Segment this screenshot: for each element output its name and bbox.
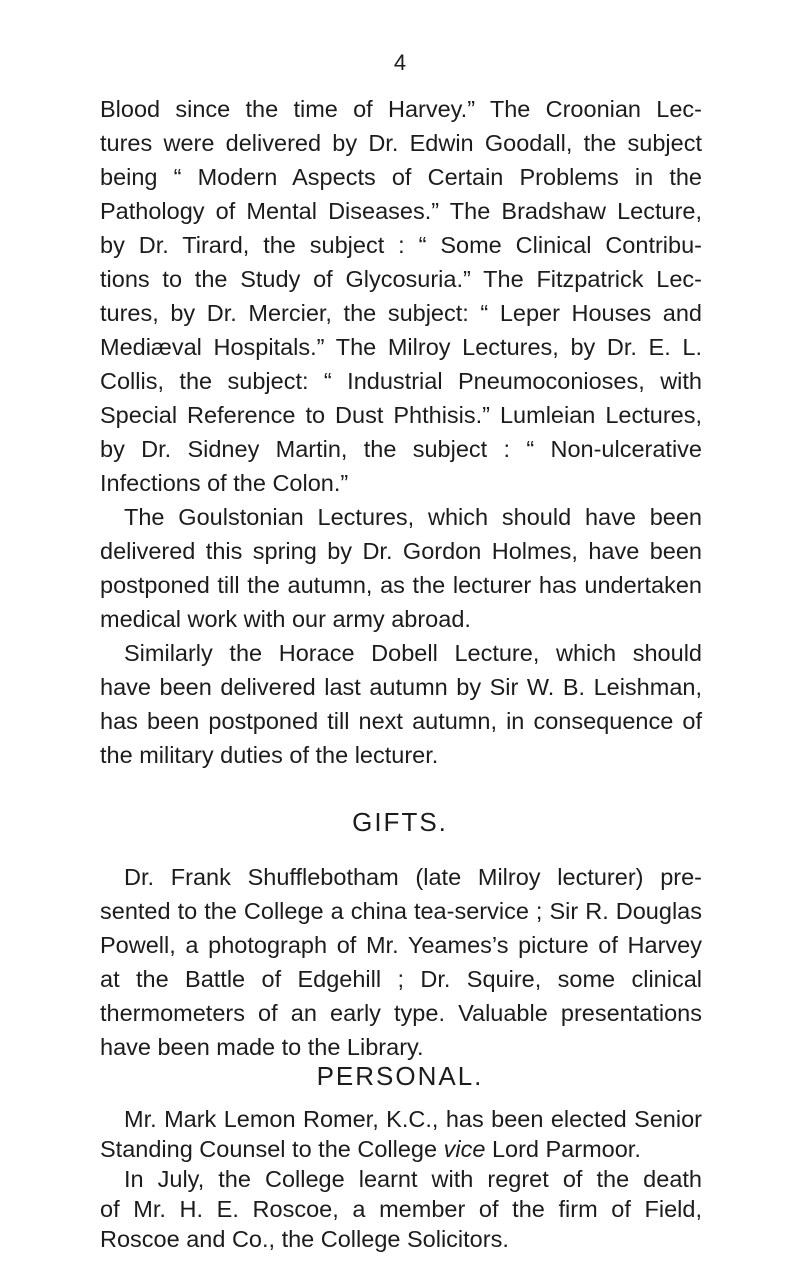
- paragraph-line: being “ Modern Aspects of Certain Problems in the: [100, 164, 702, 190]
- paragraph-line: sented to the College a china tea-service ; Sir R. Douglas: [100, 898, 702, 924]
- paragraph-line: In July, the College learnt with regret of the death: [124, 1166, 702, 1192]
- paragraph-line: the military duties of the lecturer.: [100, 742, 439, 768]
- paragraph-line: medical work with our army abroad.: [100, 606, 471, 632]
- paragraph-line: Infections of the Colon.”: [100, 470, 349, 496]
- line-text: Lord Parmoor.: [491, 1136, 641, 1162]
- paragraph-line: have been made to the Library.: [100, 1034, 424, 1060]
- italic-word: vice: [443, 1136, 486, 1162]
- section-heading-gifts: GIFTS.: [352, 807, 448, 837]
- paragraph-line: tions to the Study of Glycosuria.” The Fitzpatrick Lec-: [100, 266, 702, 292]
- paragraph-line: [100, 1134, 702, 1164]
- paragraph-line: of Mr. H. E. Roscoe, a member of the firm of Field,: [100, 1196, 702, 1222]
- paragraph-line: Special Reference to Dust Phthisis.” Lumleian Lectures,: [100, 402, 702, 428]
- paragraph-line: Collis, the subject: “ Industrial Pneumoconioses, with: [100, 368, 702, 394]
- paragraph-line: Blood since the time of Harvey.” The Croonian Lec-: [100, 96, 702, 122]
- paragraph-line: Mediæval Hospitals.” The Milroy Lectures, by Dr. E. L.: [100, 334, 702, 360]
- paragraph-line: has been postponed till next autumn, in consequence of: [100, 708, 702, 734]
- section-heading-personal: PERSONAL.: [316, 1061, 484, 1091]
- line-text: Standing Counsel to the College: [100, 1136, 438, 1162]
- paragraph-line: Powell, a photograph of Mr. Yeames’s picture of Harvey: [100, 932, 702, 958]
- paragraph-line: at the Battle of Edgehill ; Dr. Squire, some clinical: [100, 966, 702, 992]
- page-number: 4: [393, 50, 407, 75]
- paragraph-line: The Goulstonian Lectures, which should have been: [124, 504, 702, 530]
- paragraph-line: Pathology of Mental Diseases.” The Bradshaw Lecture,: [100, 198, 702, 224]
- paragraph-line: thermometers of an early type. Valuable presentations: [100, 1000, 702, 1026]
- paragraph-line: Similarly the Horace Dobell Lecture, which should: [124, 640, 702, 666]
- paragraph-line: tures were delivered by Dr. Edwin Goodall, the subject: [100, 130, 702, 156]
- paragraph-line: Roscoe and Co., the College Solicitors.: [100, 1226, 509, 1252]
- paragraph-line: Dr. Frank Shufflebotham (late Milroy lecturer) pre-: [124, 864, 702, 890]
- paragraph-line: delivered this spring by Dr. Gordon Holmes, have been: [100, 538, 702, 564]
- paragraph-line: postponed till the autumn, as the lecturer has undertaken: [100, 572, 702, 598]
- paragraph-line: have been delivered last autumn by Sir W. B. Leishman,: [100, 674, 702, 700]
- paragraph-line: by Dr. Sidney Martin, the subject : “ Non-ulcerative: [100, 436, 702, 462]
- paragraph-line: by Dr. Tirard, the subject : “ Some Clinical Contribu-: [100, 232, 702, 258]
- paragraph-line: tures, by Dr. Mercier, the subject: “ Leper Houses and: [100, 300, 702, 326]
- paragraph-line: Mr. Mark Lemon Romer, K.C., has been elected Senior: [124, 1106, 702, 1132]
